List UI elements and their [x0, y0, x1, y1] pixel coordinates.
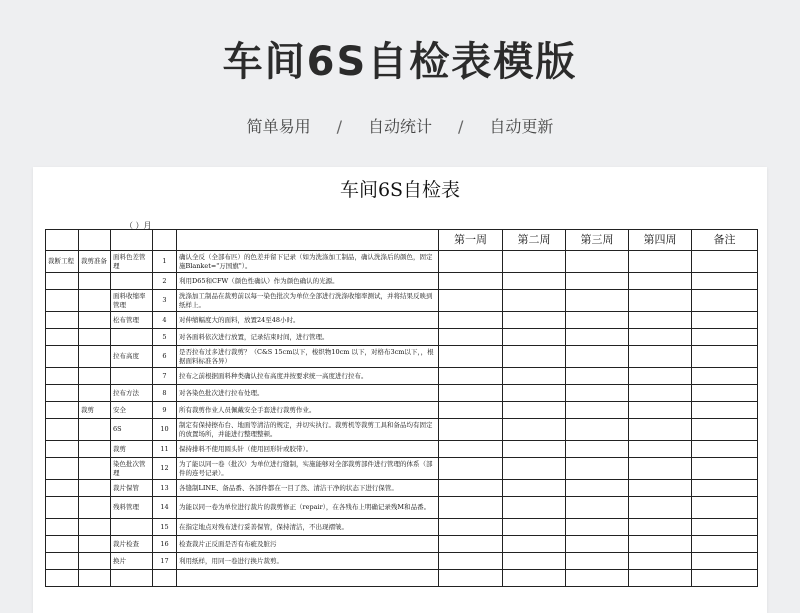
item-cell: 换片 — [111, 553, 153, 570]
stage-cell — [46, 312, 79, 329]
week-3-check-cell[interactable] — [566, 273, 629, 290]
week-2-check-cell[interactable] — [503, 519, 566, 536]
remarks-cell[interactable] — [692, 536, 758, 553]
stage-cell — [46, 458, 79, 480]
week-4-check-cell[interactable] — [629, 346, 692, 368]
week-4-check-cell[interactable] — [629, 458, 692, 480]
remarks-cell[interactable] — [692, 570, 758, 587]
item-cell: 安全 — [111, 402, 153, 419]
number-cell: 1 — [153, 251, 177, 273]
table-row — [46, 536, 758, 553]
remarks-cell[interactable] — [692, 368, 758, 385]
content-cell: 保持排料不使用圆头针（使用回形针或胶带）。 — [177, 441, 439, 458]
week-4-check-cell[interactable] — [629, 402, 692, 419]
header-week-3: 第三周 — [566, 230, 629, 251]
week-4-check-cell[interactable] — [629, 251, 692, 273]
spreadsheet-preview — [33, 167, 767, 613]
week-2-check-cell[interactable] — [503, 497, 566, 519]
content-cell: 利用纸样，用同一卷进行换片裁剪。 — [177, 553, 439, 570]
week-4-check-cell[interactable] — [629, 570, 692, 587]
feature-tagline — [0, 114, 800, 137]
table-row — [46, 251, 758, 273]
number-cell: 14 — [153, 497, 177, 519]
header-week-2: 第二周 — [503, 230, 566, 251]
week-1-check-cell[interactable] — [439, 480, 503, 497]
section-cell — [79, 536, 111, 553]
section-cell — [79, 441, 111, 458]
stage-cell — [46, 329, 79, 346]
content-cell: 利用D65和CFW（颜色性确认）作为颜色确认的光源。 — [177, 273, 439, 290]
week-1-check-cell[interactable] — [439, 368, 503, 385]
separator: / — [458, 117, 464, 136]
week-2-check-cell[interactable] — [503, 385, 566, 402]
item-cell: 裁片保管 — [111, 480, 153, 497]
week-1-check-cell[interactable] — [439, 419, 503, 441]
hero-title: 车间6S自检表模版 — [222, 39, 578, 85]
section-cell — [79, 312, 111, 329]
number-cell: 8 — [153, 385, 177, 402]
table-row — [46, 290, 758, 312]
stage-cell — [46, 553, 79, 570]
table-row — [46, 273, 758, 290]
week-1-check-cell[interactable] — [439, 553, 503, 570]
remarks-cell[interactable] — [692, 480, 758, 497]
week-2-check-cell[interactable] — [503, 480, 566, 497]
week-4-check-cell[interactable] — [629, 480, 692, 497]
week-3-check-cell[interactable] — [566, 385, 629, 402]
item-cell — [111, 519, 153, 536]
remarks-cell[interactable] — [692, 385, 758, 402]
week-1-check-cell[interactable] — [439, 273, 503, 290]
remarks-cell[interactable] — [692, 312, 758, 329]
item-cell: 残料管理 — [111, 497, 153, 519]
table-row — [46, 402, 758, 419]
stage-cell — [46, 536, 79, 553]
week-3-check-cell[interactable] — [566, 519, 629, 536]
item-cell — [111, 329, 153, 346]
number-cell: 3 — [153, 290, 177, 312]
stage-cell: 裁断工程 — [46, 251, 79, 273]
stage-cell — [46, 346, 79, 368]
header-row — [46, 230, 758, 251]
week-2-check-cell[interactable] — [503, 368, 566, 385]
content-cell: 各缝制LINE、备品番、各部件都在一目了然、清洁干净的状态下进行保管。 — [177, 480, 439, 497]
number-cell: 5 — [153, 329, 177, 346]
week-4-check-cell[interactable] — [629, 385, 692, 402]
week-4-check-cell[interactable] — [629, 419, 692, 441]
item-cell: 面料收缩率管理 — [111, 290, 153, 312]
header-blank — [111, 230, 153, 251]
remarks-cell[interactable] — [692, 273, 758, 290]
week-4-check-cell[interactable] — [629, 497, 692, 519]
week-1-check-cell[interactable] — [439, 329, 503, 346]
week-3-check-cell[interactable] — [566, 368, 629, 385]
stage-cell — [46, 385, 79, 402]
table-row — [46, 441, 758, 458]
table-row — [46, 368, 758, 385]
remarks-cell[interactable] — [692, 553, 758, 570]
feature-auto-update: 自动更新 — [489, 117, 554, 136]
header-blank — [79, 230, 111, 251]
number-cell: 10 — [153, 419, 177, 441]
number-cell: 12 — [153, 458, 177, 480]
content-cell: 所有裁剪作业人员佩戴安全手套进行裁剪作业。 — [177, 402, 439, 419]
week-2-check-cell[interactable] — [503, 402, 566, 419]
item-cell — [111, 570, 153, 587]
stage-cell — [46, 273, 79, 290]
week-4-check-cell[interactable] — [629, 519, 692, 536]
week-3-check-cell[interactable] — [566, 329, 629, 346]
week-1-check-cell[interactable] — [439, 570, 503, 587]
remarks-cell[interactable] — [692, 441, 758, 458]
section-cell — [79, 458, 111, 480]
table-row — [46, 312, 758, 329]
content-cell: 检查裁片正反面是否有布疵及脏污 — [177, 536, 439, 553]
content-cell: 在指定地点对残布进行妥善保管，保持清洁，不出现褶皱。 — [177, 519, 439, 536]
week-3-check-cell[interactable] — [566, 497, 629, 519]
remarks-cell[interactable] — [692, 290, 758, 312]
week-1-check-cell[interactable] — [439, 519, 503, 536]
section-cell — [79, 368, 111, 385]
stage-cell — [46, 368, 79, 385]
section-cell: 裁剪 — [79, 402, 111, 419]
week-3-check-cell[interactable] — [566, 402, 629, 419]
week-3-check-cell[interactable] — [566, 251, 629, 273]
week-3-check-cell[interactable] — [566, 536, 629, 553]
month-label: （ ）月 — [125, 221, 152, 230]
section-cell — [79, 385, 111, 402]
number-cell: 11 — [153, 441, 177, 458]
number-cell: 16 — [153, 536, 177, 553]
content-cell: 对伸缩幅度大的面料，放置24至48小时。 — [177, 312, 439, 329]
item-cell: 裁剪 — [111, 441, 153, 458]
week-1-check-cell[interactable] — [439, 385, 503, 402]
week-3-check-cell[interactable] — [566, 570, 629, 587]
table-row — [46, 570, 758, 587]
week-1-check-cell[interactable] — [439, 346, 503, 368]
section-cell — [79, 419, 111, 441]
week-3-check-cell[interactable] — [566, 458, 629, 480]
week-3-check-cell[interactable] — [566, 553, 629, 570]
week-3-check-cell[interactable] — [566, 480, 629, 497]
week-1-check-cell[interactable] — [439, 458, 503, 480]
table-row — [46, 519, 758, 536]
item-cell: 裁片检查 — [111, 536, 153, 553]
number-cell: 2 — [153, 273, 177, 290]
week-3-check-cell[interactable] — [566, 441, 629, 458]
week-4-check-cell[interactable] — [629, 441, 692, 458]
week-4-check-cell[interactable] — [629, 329, 692, 346]
number-cell: 15 — [153, 519, 177, 536]
remarks-cell[interactable] — [692, 458, 758, 480]
number-cell: 7 — [153, 368, 177, 385]
header-week-4: 第四周 — [629, 230, 692, 251]
item-cell: 松布管理 — [111, 312, 153, 329]
week-2-check-cell[interactable] — [503, 273, 566, 290]
week-4-check-cell[interactable] — [629, 273, 692, 290]
stage-cell — [46, 570, 79, 587]
stage-cell — [46, 290, 79, 312]
table-row — [46, 385, 758, 402]
week-4-check-cell[interactable] — [629, 536, 692, 553]
item-cell: 染色批次管理 — [111, 458, 153, 480]
week-3-check-cell[interactable] — [566, 419, 629, 441]
remarks-cell[interactable] — [692, 251, 758, 273]
item-cell: 拉布方法 — [111, 385, 153, 402]
week-4-check-cell[interactable] — [629, 312, 692, 329]
remarks-cell[interactable] — [692, 329, 758, 346]
item-cell: 面料色差管理 — [111, 251, 153, 273]
week-2-check-cell[interactable] — [503, 312, 566, 329]
number-cell: 9 — [153, 402, 177, 419]
week-1-check-cell[interactable] — [439, 441, 503, 458]
section-cell: 裁剪准备 — [79, 251, 111, 273]
week-1-check-cell[interactable] — [439, 402, 503, 419]
number-cell: 17 — [153, 553, 177, 570]
week-1-check-cell[interactable] — [439, 536, 503, 553]
week-2-check-cell[interactable] — [503, 553, 566, 570]
remarks-cell[interactable] — [692, 402, 758, 419]
week-4-check-cell[interactable] — [629, 553, 692, 570]
stage-cell — [46, 441, 79, 458]
section-cell — [79, 480, 111, 497]
week-4-check-cell[interactable] — [629, 368, 692, 385]
separator: / — [336, 117, 342, 136]
remarks-cell[interactable] — [692, 346, 758, 368]
number-cell: 13 — [153, 480, 177, 497]
week-2-check-cell[interactable] — [503, 251, 566, 273]
item-cell — [111, 368, 153, 385]
item-cell — [111, 273, 153, 290]
item-cell: 6S — [111, 419, 153, 441]
section-cell — [79, 570, 111, 587]
week-3-check-cell[interactable] — [566, 290, 629, 312]
remarks-cell[interactable] — [692, 497, 758, 519]
week-2-check-cell[interactable] — [503, 329, 566, 346]
section-cell — [79, 519, 111, 536]
week-2-check-cell[interactable] — [503, 441, 566, 458]
table-row — [46, 497, 758, 519]
remarks-cell[interactable] — [692, 519, 758, 536]
document-title: 车间6S自检表 — [339, 179, 461, 201]
feature-auto-stats: 自动统计 — [367, 117, 432, 136]
item-cell: 拉布高度 — [111, 346, 153, 368]
week-1-check-cell[interactable] — [439, 497, 503, 519]
content-cell: 拉布之前根据面料种类确认拉布高度并按要求统一高度进行拉布。 — [177, 368, 439, 385]
section-cell — [79, 346, 111, 368]
week-2-check-cell[interactable] — [503, 419, 566, 441]
content-cell: 制定有保持擦布台、地面等清洁的规定，并切实执行。裁剪机等裁剪工具和备品均有固定的放置场所，并能进行整理整顿。 — [177, 419, 439, 441]
week-3-check-cell[interactable] — [566, 312, 629, 329]
stage-cell — [46, 402, 79, 419]
table-row — [46, 419, 758, 441]
number-cell: 4 — [153, 312, 177, 329]
week-2-check-cell[interactable] — [503, 346, 566, 368]
feature-easy: 简单易用 — [246, 117, 311, 136]
content-cell: 对各面料依次进行放置，记录结束时间，进行管理。 — [177, 329, 439, 346]
table-row — [46, 346, 758, 368]
checklist-table — [45, 229, 758, 587]
week-2-check-cell[interactable] — [503, 570, 566, 587]
table-row — [46, 458, 758, 480]
week-4-check-cell[interactable] — [629, 290, 692, 312]
week-1-check-cell[interactable] — [439, 312, 503, 329]
stage-cell — [46, 497, 79, 519]
week-1-check-cell[interactable] — [439, 251, 503, 273]
table-row — [46, 553, 758, 570]
week-2-check-cell[interactable] — [503, 290, 566, 312]
table-row — [46, 329, 758, 346]
week-2-check-cell[interactable] — [503, 458, 566, 480]
header-remarks: 备注 — [692, 230, 758, 251]
remarks-cell[interactable] — [692, 419, 758, 441]
stage-cell — [46, 480, 79, 497]
header-week-1: 第一周 — [439, 230, 503, 251]
week-3-check-cell[interactable] — [566, 346, 629, 368]
header-blank — [177, 230, 439, 251]
content-cell: 为能以同一卷为单位进行裁片的裁剪修正（repair），在各残布上明确记录残M和品番。 — [177, 497, 439, 519]
header-blank — [46, 230, 79, 251]
content-cell: 洗涤加工制品在裁剪前以每一染色批次为单位全部进行洗涤收缩率测试，并将结果反映到纸样上。 — [177, 290, 439, 312]
content-cell — [177, 570, 439, 587]
section-cell — [79, 553, 111, 570]
content-cell: 为了能以同一卷（批次）为单位进行缝制，实施能够对全部裁剪部件进行管理的体系（部件的连号记录）。 — [177, 458, 439, 480]
table-row — [46, 480, 758, 497]
stage-cell — [46, 519, 79, 536]
content-cell: 对各染色批次进行拉布处理。 — [177, 385, 439, 402]
number-cell: 6 — [153, 346, 177, 368]
content-cell: 确认全反（全部布匹）的色差并留下记录（如为洗涤加工制品，确认洗涤后的颜色，固定施Blanket="万国旗"）。 — [177, 251, 439, 273]
section-cell — [79, 497, 111, 519]
number-cell — [153, 570, 177, 587]
section-cell — [79, 290, 111, 312]
week-1-check-cell[interactable] — [439, 290, 503, 312]
section-cell — [79, 273, 111, 290]
stage-cell — [46, 419, 79, 441]
content-cell: 是否拉布过多进行裁剪？（C&S 15cm以下，梭织物10cm 以下，对格布3cm以下，，根据面料标准各异） — [177, 346, 439, 368]
header-blank — [153, 230, 177, 251]
week-2-check-cell[interactable] — [503, 536, 566, 553]
section-cell — [79, 329, 111, 346]
